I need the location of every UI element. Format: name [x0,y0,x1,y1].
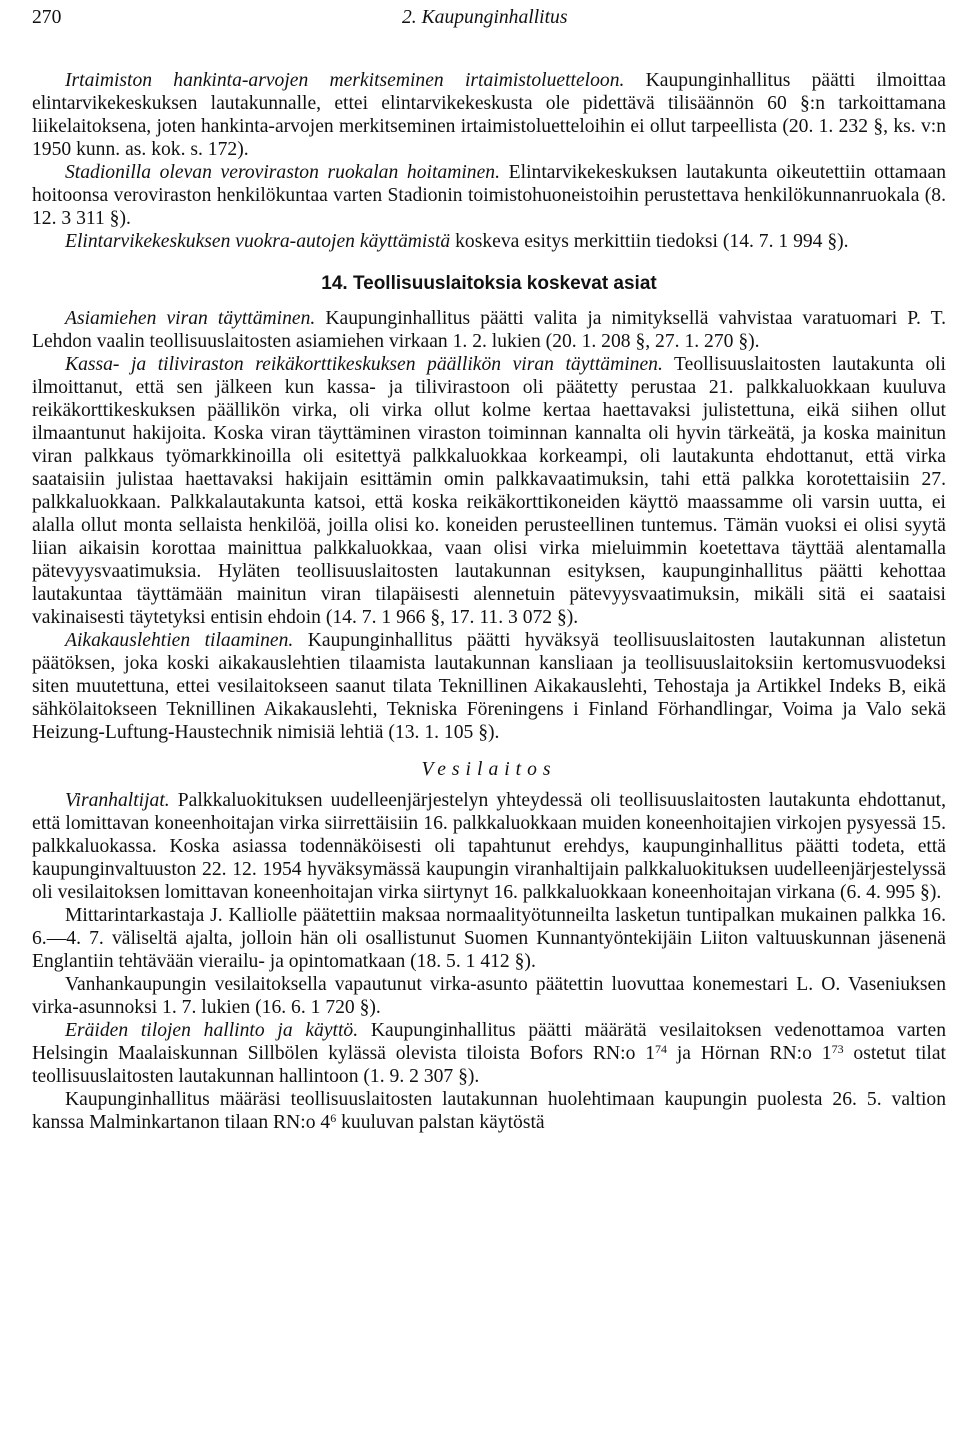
paragraph-text: ostetut tilat teollisuuslaitosten lautakunnan hallintoon (1. 9. 2 307 §). [32,1043,946,1087]
run-in-heading: Stadionilla olevan veroviraston ruokalan hoitaminen. [65,162,500,183]
paragraph-text: kuuluvan palstan käytöstä [336,1112,545,1133]
run-in-heading: Eräiden tilojen hallinto ja käyttö. [65,1020,359,1041]
paragraph-text: Kaupunginhallitus päätti määrätä vesilaitoksen vedenottamoa varten Helsingin Maalaiskunnan Sillbölen kylässä olevista tiloista Bofors RN:o 1 [32,1020,946,1064]
paragraph [32,1088,946,1134]
run-in-heading: Asiamiehen viran täyttäminen. [65,308,316,329]
superscript: 74 [655,1042,668,1056]
paragraph [32,973,946,1019]
paragraph-text: Mittarintarkastaja J. Kalliolle päätettiin maksaa normaalityötunneilta lasketun tuntipalkan mukainen palkka 16. 6.—4. 7. väliseltä ajalta, jolloin hän oli osallistunut Suomen Kunnantyöntekijäin Liiton valtuuskunnan jäsenenä Englantiin tehtävään vierailu- ja opintomatkaan (18. 5. 1 412 §). [32,905,946,972]
paragraph [32,1019,946,1088]
paragraph [32,353,946,629]
superscript: 6 [330,1111,337,1125]
running-title: 2. Kaupunginhallitus [402,7,568,28]
paragraph [32,69,946,161]
paragraph-text: ja Hörnan RN:o 1 [667,1043,832,1064]
paragraph [32,230,946,253]
paragraph [32,789,946,904]
run-in-heading: Viranhaltijat. [65,790,170,811]
section-heading: 14. Teollisuuslaitoksia koskevat asiat [321,273,657,294]
paragraph-text: Kaupunginhallitus määräsi teollisuuslaitosten lautakunnan huolehtimaan kaupungin puolesta 26. 5. valtion kanssa Malminkartanon tilaan RN:o 4 [32,1089,946,1133]
paragraph-text: Kaupunginhallitus päätti valita ja nimityksellä vahvistaa varatuomari P. T. Lehdon vaalin teollisuuslaitosten asiamiehen virkaan 1. 2. lukien (20. 1. 208 §, 27. 1. 270 §). [32,308,947,352]
paragraph-text: Kaupunginhallitus päätti ilmoittaa elintarvikekeskuksen lautakunnalle, ettei elintarvikekeskusta ole pidettävä tilisäännön 60 §:n tarkoittamana liikelaitoksena, joten hankinta-arvojen merkitseminen irtaimistoluetteloihin ei ollut tarpeellista (20. 1. 232 §, ks. v:n 1950 kunn. as. kok. s. 172). [32,70,946,160]
paragraph-text: Teollisuuslaitosten lautakunta oli ilmoittanut, että sen jälkeen kun kassa- ja tilivirastoon oli päätetty perustaa 21. palkkaluokkaan kuuluva reikäkorttikeskuksen päällikön virka, oli virka ollut kolme kertaa haettavaksi julistettuna, eikä siihen ollut ilmaantunut hakijoita. Koska viran täyttäminen viraston toiminnan kannalta oli hyvin tärkeätä, ja koska mainitun viran palkkaus työmarkkinoilla oli esitettyä palkkaluokkaa korkeampi, oli lautakunta ehdottanut, että virka saataisiin julistaa haettavaksi hakijain esittämin omin palkkavaatimuksin, tahi että palkka korotettaisiin 27. palkkaluokkaan. Palkkalautakunta katsoi, että koska reikäkorttikoneiden käyttö maassamme oli varsin uutta, ei alalla ollut monta sellaista henkilöä, joilla olisi ko. koneiden perusteellinen tuntemus. Tämän vuoksi ei olisi syytä liian aikaisin korottaa mainittua palkkaluokkaa, vaan olisi virka mieluimmin koetettava täyttää alentamalla pätevyysvaatimuksia. Hyläten teollisuuslaitosten lautakunnan esityksen, kaupunginhallitus päätti kehottaa lautakuntaa täyttämään mainitun viran tilapäisesti alennetuin pätevyysvaatimuksin, mikäli sitä ei saataisi vakinaisesti täytetyksi entisin ehdoin (14. 7. 1 966 §, 17. 11. 3 072 §). [32,354,946,628]
paragraph-text: Vanhankaupungin vesilaitoksella vapautunut virka-asunto päätettin luovuttaa konemestari L. O. Vaseniuksen virka-asunnoksi 1. 7. lukien (16. 6. 1 720 §). [32,974,946,1018]
run-in-heading: Aikakauslehtien tilaaminen. [65,630,294,651]
paragraph-text: koskeva esitys merkittiin tiedoksi (14. 7. 1 994 §). [450,231,849,252]
paragraph-text: Elintarvikekeskuksen lautakunta oikeutettiin ottamaan hoitoonsa veroviraston henkilökuntaa varten Stadionin toimistohuoneistoihin perustettava henkilökunnanruokala (8. 12. 3 311 §). [32,162,946,229]
run-in-heading: Irtaimiston hankinta-arvojen merkitseminen irtaimistoluetteloon. [65,70,625,91]
paragraph-text: Kaupunginhallitus päätti hyväksyä teollisuuslaitosten lautakunnan alistetun päätöksen, joka koski aikakauslehtien tilaamista lautakunnan kansliaan ja teollisuuslaitoksiin kertomusvuodeksi siten muutettuna, ettei vesilaitokseen saanut tilata Teknillinen Aikakauslehti, Tehostaja ja Artikkel Indeks B, eikä sähkölaitokseen Teknillinen Aikakauslehti, Tekniska Föreningens i Finland Förhandlingar, Voima ja Valo sekä Heizung-Luftung-Haustechnik nimisiä lehtiä (13. 1. 105 §). [32,630,946,743]
subsection-heading: Vesilaitos [421,759,557,780]
paragraph [32,629,946,744]
paragraph [32,904,946,973]
paragraph [32,307,946,353]
page-number: 270 [32,7,62,28]
superscript: 73 [831,1042,844,1056]
paragraph [32,161,946,230]
run-in-heading: Kassa- ja tiliviraston reikäkorttikeskuksen päällikön viran täyttäminen. [65,354,663,375]
paragraph-text: Palkkaluokituksen uudelleenjärjestelyn yhteydessä oli teollisuuslaitosten lautakunta ehdottanut, että lomittavan koneenhoitajan virka siirrettäisiin 16. palkkaluokkaan muiden koneenhoitajien virkojen pysyessä 15. palkkaluokassa. Koska asiassa todennäköisesti oli tapahtunut erehdys, kaupunginhallitus päätti todeta, että kaupunginvaltuuston 22. 12. 1954 hyväksymässä kaupungin viranhaltijain palkkaluokituksen uudelleenjärjestelyssä oli vesilaitoksen lomittavan koneenhoitajan virka siirtynyt 16. palkkaluokkaan koneenhoitajan virkana (6. 4. 995 §). [32,790,946,903]
page-header [32,6,946,29]
run-in-heading: Elintarvikekeskuksen vuokra-autojen käyttämistä [65,231,451,252]
